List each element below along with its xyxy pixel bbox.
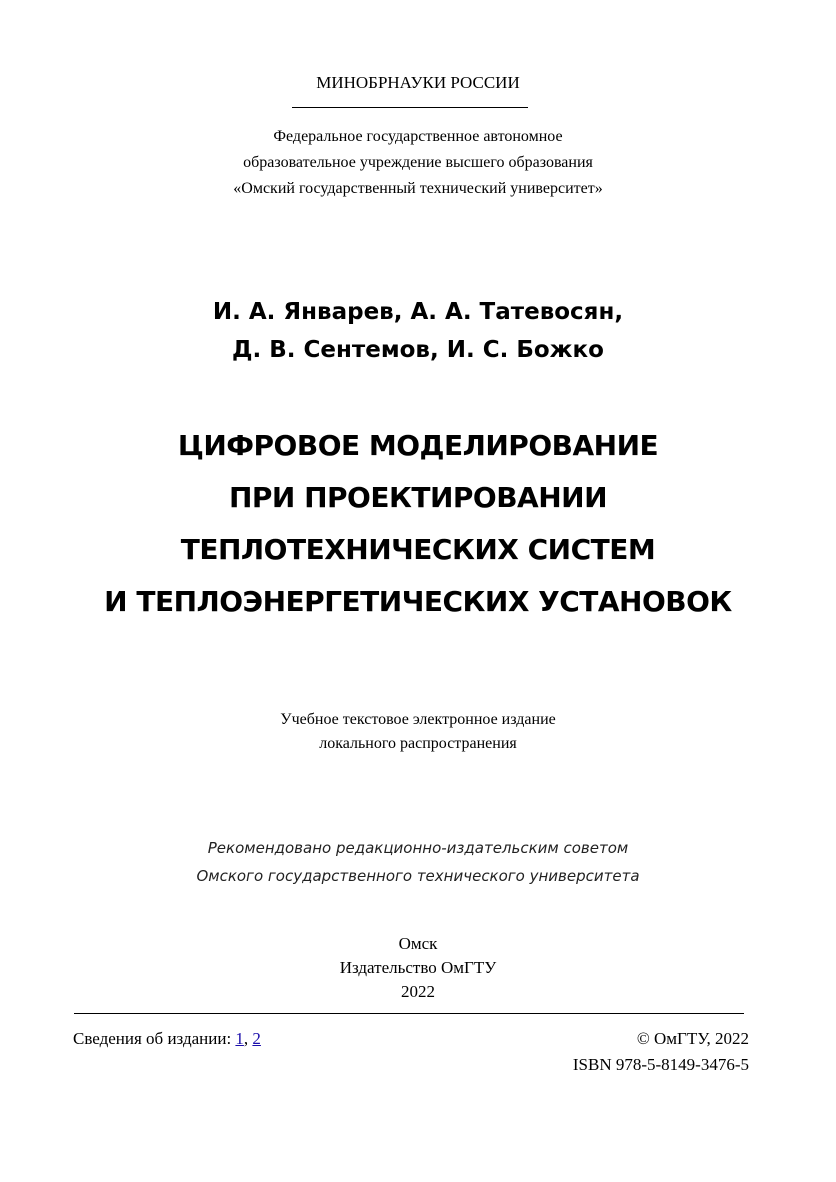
edition-info	[73, 1026, 261, 1052]
recommendation-note	[0, 834, 836, 890]
ministry-name: МИНОБРНАУКИ РОССИИ	[316, 73, 520, 92]
title-line-2: ПРИ ПРОЕКТИРОВАНИИ	[228, 481, 608, 514]
edition-info-link-1[interactable]: 1	[235, 1029, 244, 1048]
edition-info-label: Сведения об издании:	[73, 1029, 232, 1048]
authors-line-2: Д. В. Сентемов, И. С. Божко	[232, 337, 604, 363]
publisher-block	[0, 932, 836, 1004]
footer-divider	[74, 1013, 744, 1014]
org-line-1: Федеральное государственное автономное	[273, 128, 563, 145]
org-line-3: «Омский государственный технический университет»	[233, 180, 603, 197]
recommended-line-2: Омского государственного технического университета	[196, 867, 640, 885]
title-line-4: И ТЕПЛОЭНЕРГЕТИЧЕСКИХ УСТАНОВОК	[104, 585, 732, 618]
title-line-3: ТЕПЛОТЕХНИЧЕСКИХ СИСТЕМ	[180, 533, 656, 566]
book-title	[0, 420, 836, 628]
header-divider	[292, 107, 528, 108]
organization-block	[0, 124, 836, 202]
authors-block	[0, 293, 836, 369]
publisher-year: 2022	[401, 982, 435, 1001]
edition-info-link-2[interactable]: 2	[252, 1029, 261, 1048]
edition-line-1: Учебное текстовое электронное издание	[280, 711, 556, 728]
edition-line-2: локального распространения	[319, 735, 517, 752]
recommended-line-1: Рекомендовано редакционно-издательским советом	[207, 839, 629, 857]
org-line-2: образовательное учреждение высшего образования	[243, 154, 593, 171]
isbn-text: ISBN 978-5-8149-3476-5	[572, 1055, 749, 1074]
copyright-block	[573, 1026, 749, 1078]
authors-line-1: И. А. Январев, А. А. Татевосян,	[212, 299, 624, 325]
edition-type	[0, 708, 836, 756]
title-line-1: ЦИФРОВОЕ МОДЕЛИРОВАНИЕ	[177, 429, 659, 462]
publisher-city: Омск	[398, 934, 438, 953]
copyright-text: © ОмГТУ, 2022	[636, 1029, 749, 1048]
edition-info-separator: ,	[243, 1029, 249, 1048]
publisher-name: Издательство ОмГТУ	[339, 958, 497, 977]
